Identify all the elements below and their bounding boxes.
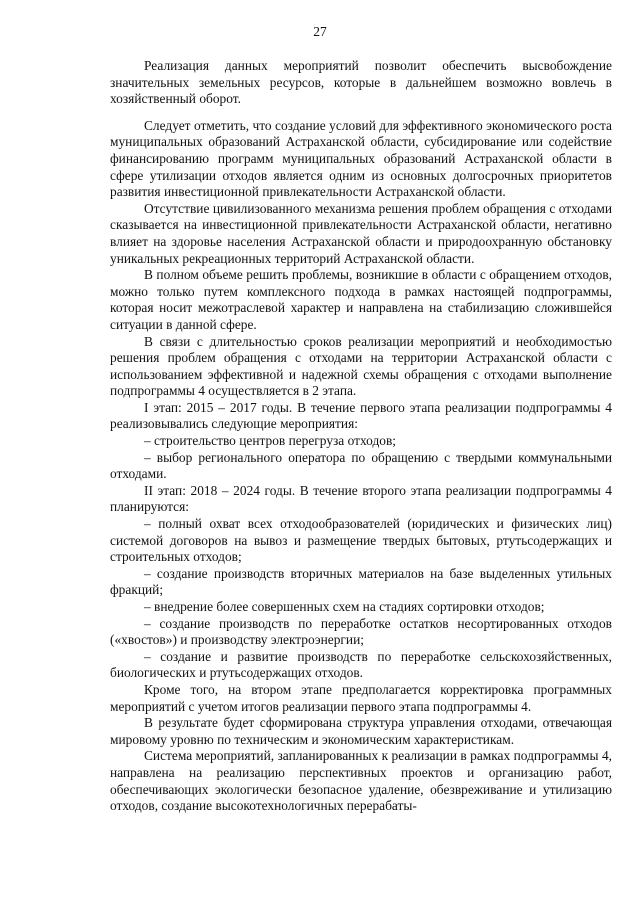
list-item: – выбор регионального оператора по обращению с твердыми коммунальными отходами.	[110, 449, 612, 482]
paragraph: II этап: 2018 – 2024 годы. В течение второго этапа реализации подпрограммы 4 планируются:	[110, 482, 612, 515]
list-item: – строительство центров перегруза отходов;	[144, 433, 397, 449]
paragraph: Кроме того, на втором этапе предполагается корректировка программных мероприятий с учетом итогов реализации первого этапа подпрограммы 4.	[110, 681, 612, 714]
paragraph: Отсутствие цивилизованного механизма решения проблем обращения с отходами сказывается на инвестиционной привлекательности Астраханской области, негативно влияет на здоровье населения Астраханской области и природоохранную обстановку уникальных рекреационных территорий Астраханской области.	[110, 200, 612, 266]
paragraph: В связи с длительностью сроков реализации мероприятий и необходимостью решения проблем обращения с отходами на территории Астраханской области с использованием эффективной и надежной схемы обращения с отходами выполнение подпрограммы 4 осуществляется в 2 этапа.	[110, 333, 612, 399]
paragraph: Система мероприятий, запланированных к реализации в рамках подпрограммы 4, направлена на реализацию перспективных проектов и организацию работ, обеспечивающих экологически безопасное удаление, обезвреживание и утилизацию отходов, создание высокотехнологичных перерабаты-	[110, 748, 612, 814]
paragraph: Реализация данных мероприятий позволит обеспечить высвобождение значительных земельных ресурсов, которые в дальнейшем возможно вовлечь в хозяйственный оборот.	[110, 58, 612, 107]
page-number: 27	[313, 24, 327, 39]
paragraph: В полном объеме решить проблемы, возникшие в области с обращением отходов, можно только путем комплексного подхода в рамках настоящей подпрограммы, которая носит межотраслевой характер и направлена на стабилизацию сложившейся ситуации в данной сфере.	[110, 267, 612, 332]
list-item: – полный охват всех отходообразователей (юридических и физических лиц) системой договоров на вывоз и размещение твердых бытовых, ртутьсодержащих и строительных отходов;	[110, 516, 612, 565]
list-item: – создание производств по переработке остатков несортированных отходов («хвостов») и производству электроэнергии;	[110, 615, 612, 648]
paragraph: Следует отметить, что создание условий для эффективного экономического роста муниципальных образований Астраханской области, субсидирование или содействие финансированию программ муниципальных образований Астраханской области в сфере утилизации отходов является одним из основных долгосрочных приоритетов развития инвестиционной привлекательности Астраханской области.	[110, 117, 612, 200]
paragraph: В результате будет сформирована структура управления отходами, отвечающая мировому уровню по техническим и экономическим характеристикам.	[110, 715, 612, 747]
list-item: – создание и развитие производств по переработке сельскохозяйственных, биологических и ртутьсодержащих отходов.	[110, 648, 612, 681]
paragraph: I этап: 2015 – 2017 годы. В течение первого этапа реализации подпрограммы 4 реализовывались следующие мероприятия:	[110, 399, 612, 432]
document-body	[110, 58, 612, 815]
list-item: – внедрение более совершенных схем на стадиях сортировки отходов;	[144, 599, 545, 614]
list-item: – создание производств вторичных материалов на базе выделенных утильных фракций;	[110, 565, 612, 598]
